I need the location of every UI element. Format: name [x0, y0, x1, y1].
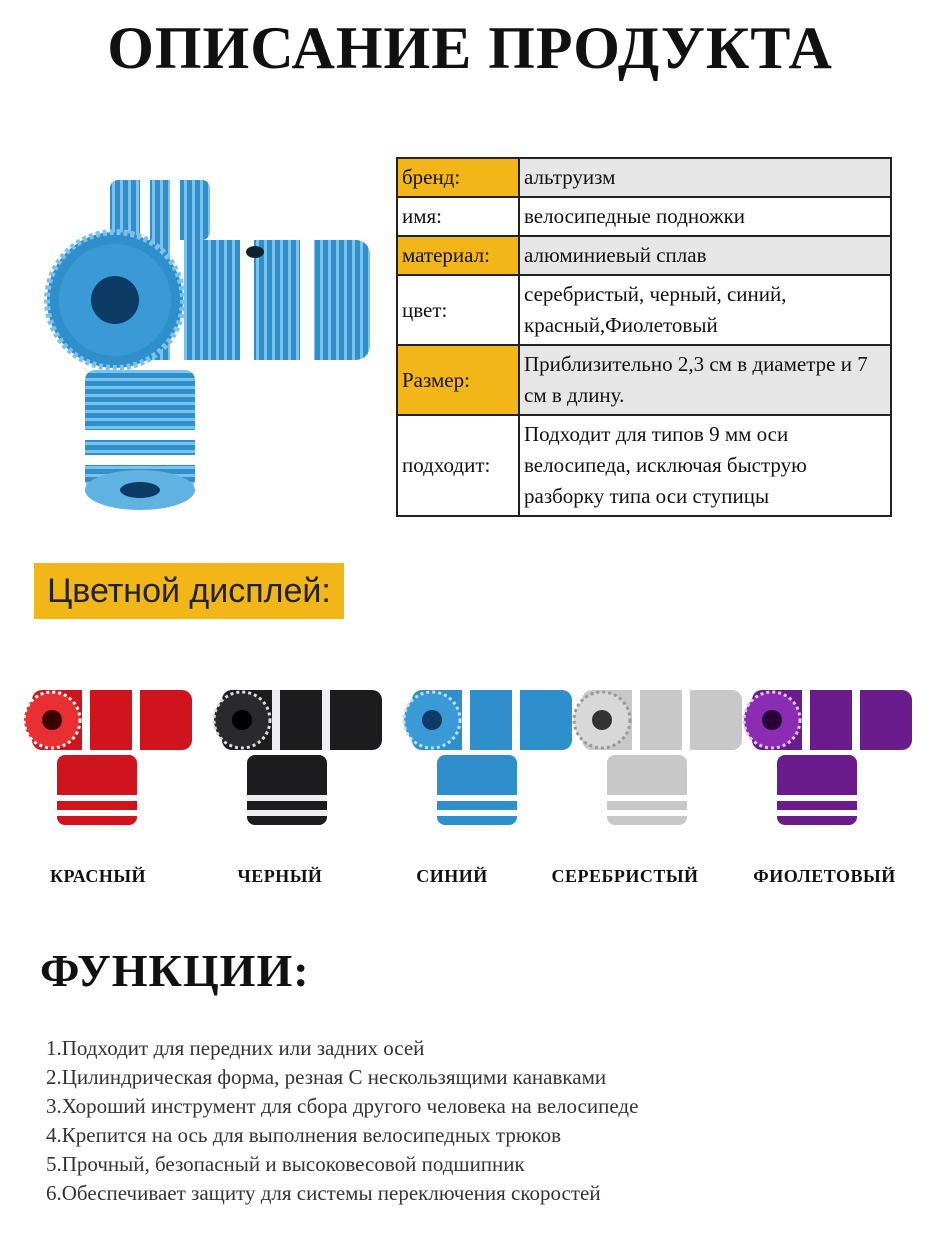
- list-item: 3.Хороший инструмент для сбора другого человека на велосипеде: [46, 1094, 639, 1118]
- spec-value: Приблизительно 2,3 см в диаметре и 7 см в длину.: [519, 345, 891, 415]
- color-variant-black-image: [212, 670, 392, 840]
- functions-heading: ФУНКЦИИ:: [40, 945, 310, 996]
- color-label-red: КРАСНЫЙ: [49, 866, 147, 886]
- color-variant-silver-image: [572, 670, 752, 840]
- color-label-black: ЧЕРНЫЙ: [237, 866, 323, 886]
- spec-row-name: [397, 197, 891, 236]
- spec-key: бренд:: [397, 158, 519, 197]
- list-item: 2.Цилиндрическая форма, резная С нескользящими канавками: [46, 1065, 607, 1089]
- color-display-heading: Цветной дисплей:: [34, 563, 344, 619]
- spec-key: материал:: [397, 236, 519, 275]
- color-variant-blue-image: [402, 670, 582, 840]
- page-title: ОПИСАНИЕ ПРОДУКТА: [107, 15, 833, 81]
- color-label-blue: СИНИЙ: [416, 866, 488, 886]
- list-item: 5.Прочный, безопасный и высоковесовой подшипник: [46, 1152, 525, 1176]
- color-variants: [22, 670, 922, 840]
- spec-value: альтруизм: [519, 158, 891, 197]
- spec-value: велосипедные подножки: [519, 197, 891, 236]
- color-label-silver: СЕРЕБРИСТЫЙ: [551, 866, 699, 886]
- spec-row-color: [397, 275, 891, 345]
- spec-row-material: [397, 236, 891, 275]
- spec-table: [396, 157, 892, 517]
- spec-value: серебристый, черный, синий, красный,Фиолетовый: [519, 275, 891, 345]
- list-item: 6.Обеспечивает защиту для системы переключения скоростей: [46, 1181, 601, 1205]
- spec-row-size: [397, 345, 891, 415]
- color-variant-red-image: [22, 670, 202, 840]
- spec-key: имя:: [397, 197, 519, 236]
- color-variant-purple-image: [742, 670, 922, 840]
- spec-value: алюминиевый сплав: [519, 236, 891, 275]
- spec-value: Подходит для типов 9 мм оси велосипеда, исключая быструю разборку типа оси ступицы: [519, 415, 891, 516]
- spec-row-fit: [397, 415, 891, 516]
- list-item: 1.Подходит для передних или задних осей: [46, 1036, 425, 1060]
- spec-key: цвет:: [397, 275, 519, 345]
- hero-product-image: [40, 170, 380, 520]
- spec-row-brand: [397, 158, 891, 197]
- color-label-purple: ФИОЛЕТОВЫЙ: [753, 866, 896, 886]
- list-item: 4.Крепится на ось для выполнения велосипедных трюков: [46, 1123, 562, 1147]
- spec-key: Размер:: [397, 345, 519, 415]
- spec-key: подходит:: [397, 415, 519, 516]
- functions-list: [46, 1034, 638, 1208]
